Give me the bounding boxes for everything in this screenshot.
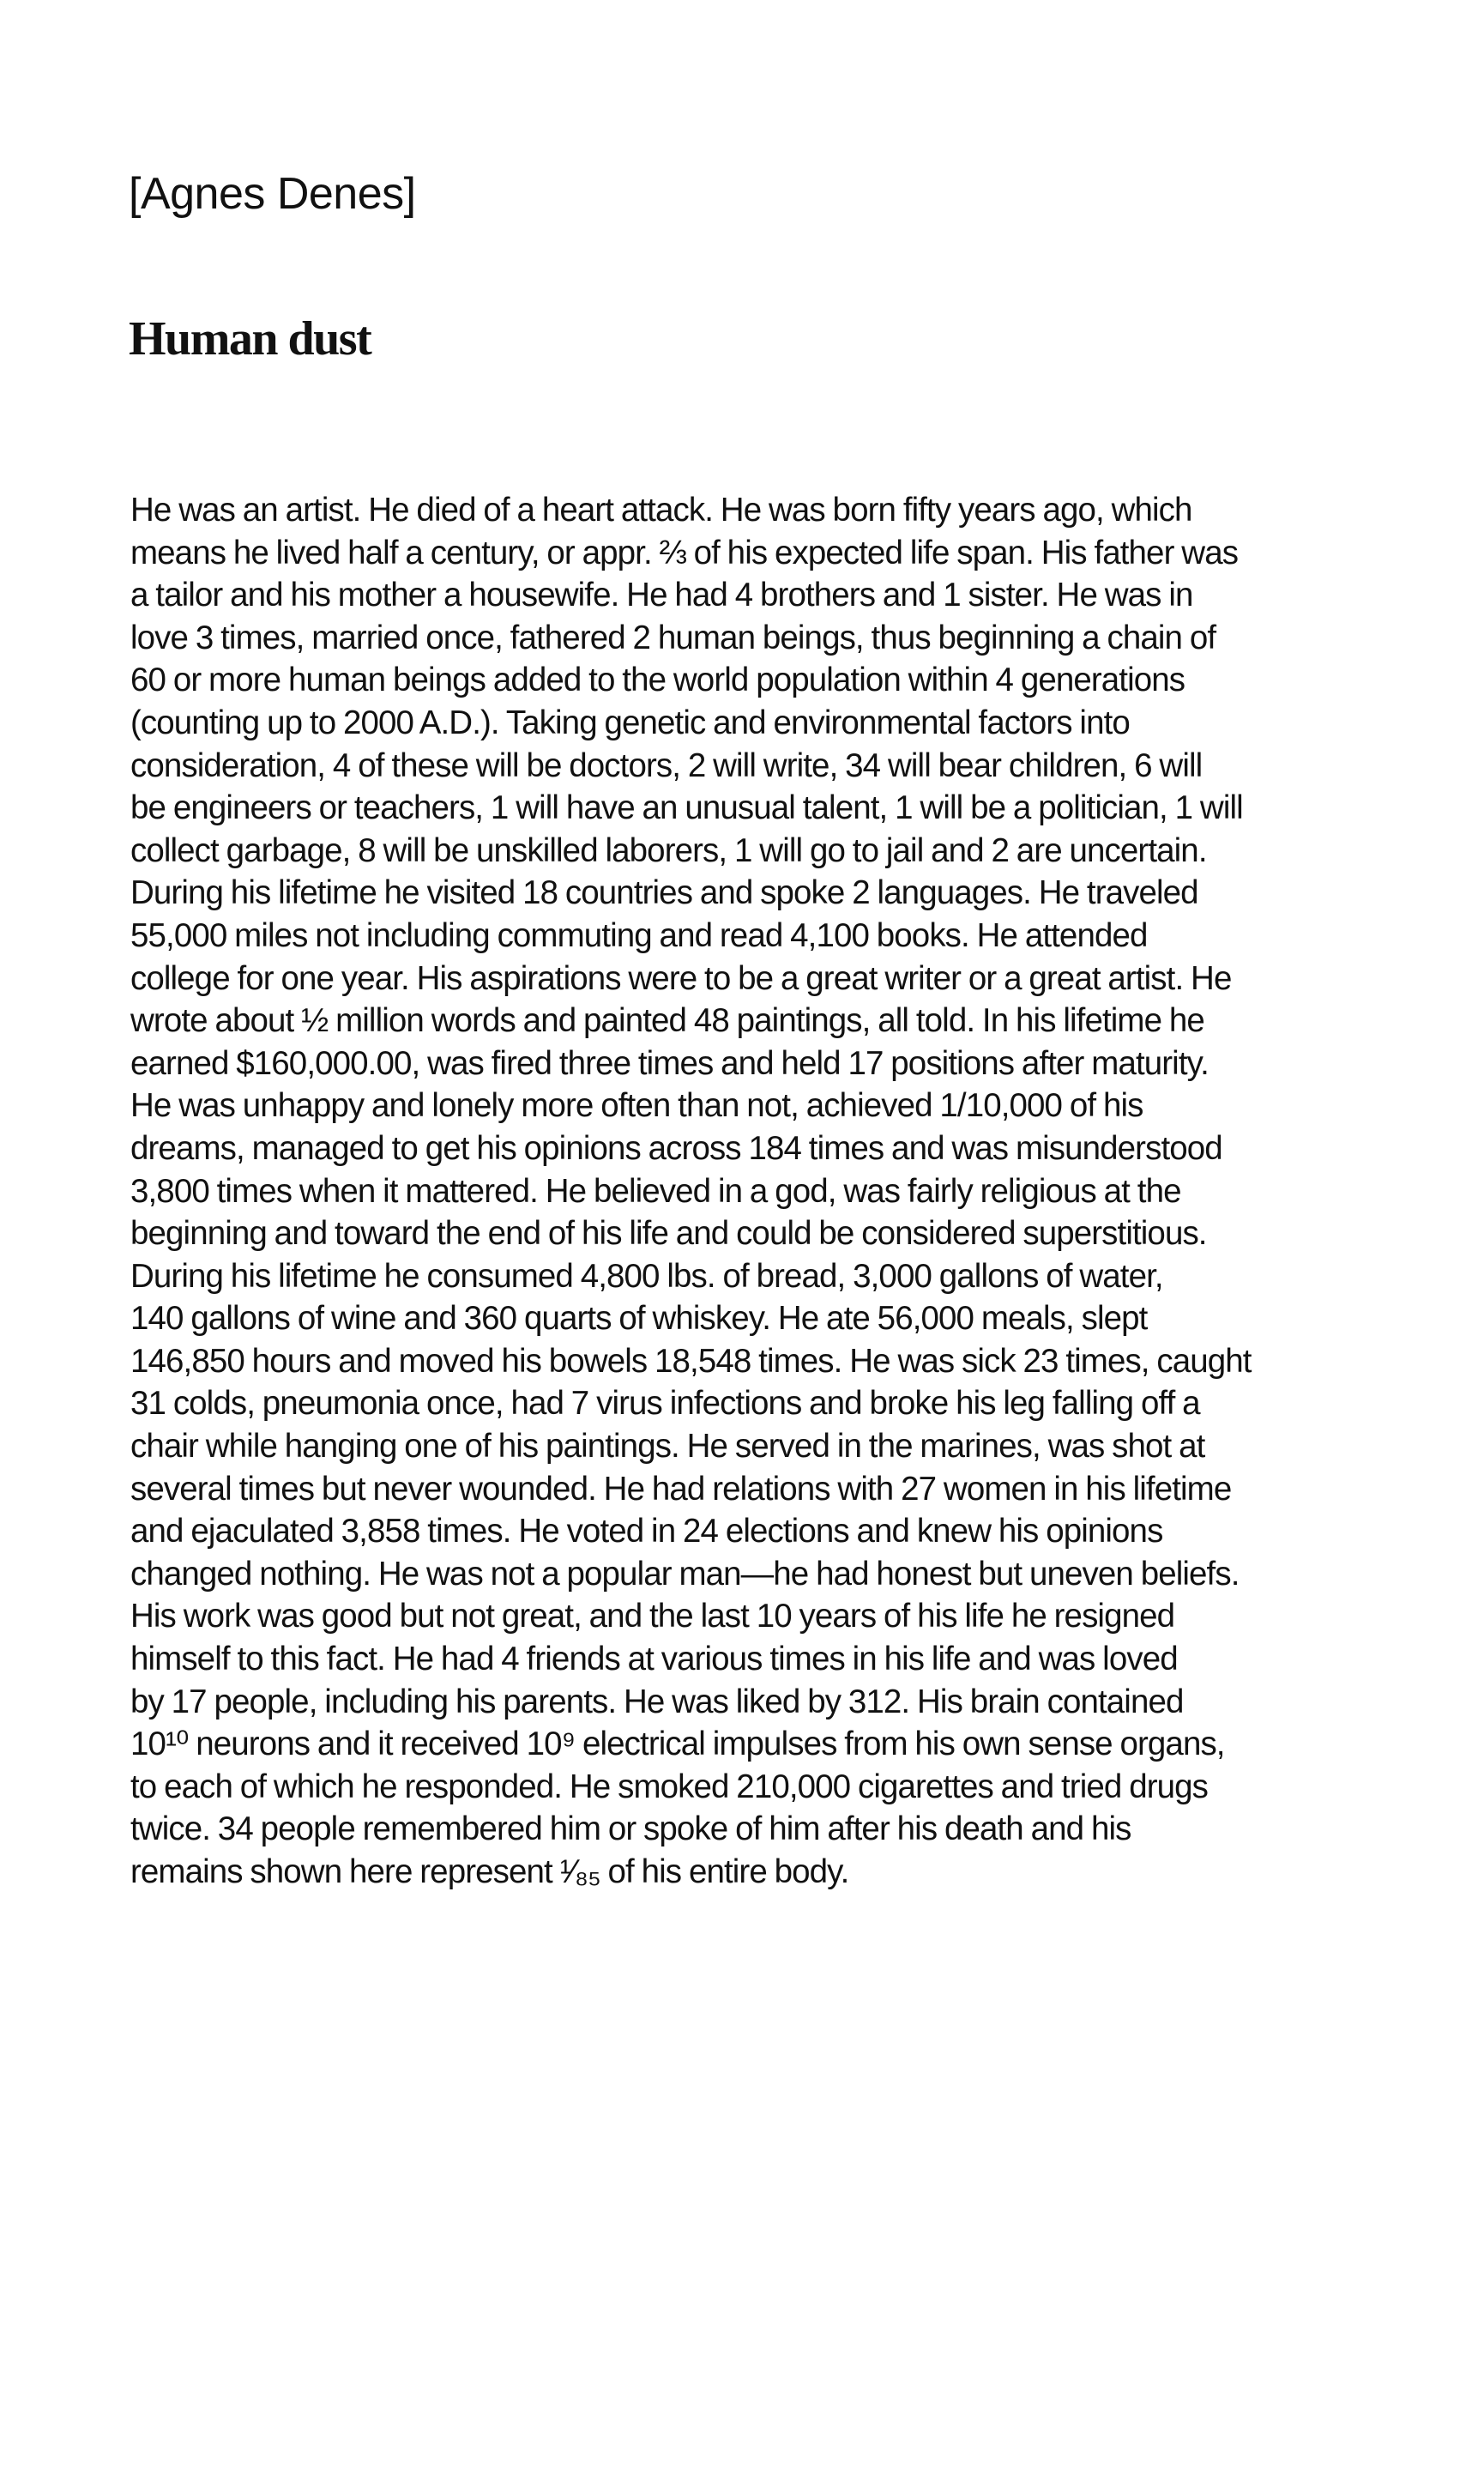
body-line: (counting up to 2000 A.D.). Taking genetic and environmental factors into [130,704,1130,741]
body-line: His work was good but not great, and the last 10 years of his life he resigned [130,1598,1175,1635]
body-line: be engineers or teachers, 1 will have an unusual talent, 1 will be a politician, 1 will [130,789,1243,827]
body-line: He was an artist. He died of a heart attack. He was born fifty years ago, which [130,492,1192,529]
body-line: 55,000 miles not including commuting and read 4,100 books. He attended [130,916,1148,954]
body-line: love 3 times, married once, fathered 2 human beings, thus beginning a chain of [130,619,1216,656]
body-line: During his lifetime he consumed 4,800 lbs. of bread, 3,000 gallons of water, [130,1257,1163,1295]
body-line: college for one year. His aspirations were to be a great writer or a great artist. He [130,959,1232,997]
body-line: He was unhappy and lonely more often than not, achieved 1/10,000 of his [130,1087,1143,1125]
body-line: earned $160,000.00, was fired three times and held 17 positions after maturity. [130,1044,1209,1082]
body-line: remains shown here represent ¹⁄₈₅ of his entire body. [130,1853,849,1890]
body-line: chair while hanging one of his paintings. He served in the marines, was shot at [130,1428,1205,1466]
body-line: 140 gallons of wine and 360 quarts of whiskey. He ate 56,000 meals, slept [130,1300,1148,1338]
essay-body [130,489,1383,1894]
body-line: changed nothing. He was not a popular man—he had honest but uneven beliefs. [130,1555,1240,1593]
body-line: beginning and toward the end of his life and could be considered superstitious. [130,1215,1207,1253]
body-line: consideration, 4 of these will be doctors, 2 will write, 34 will bear children, 6 will [130,746,1203,784]
body-line: collect garbage, 8 will be unskilled laborers, 1 will go to jail and 2 are uncertain. [130,831,1207,869]
body-line: several times but never wounded. He had relations with 27 women in his lifetime [130,1470,1232,1508]
body-line: 3,800 times when it mattered. He believed in a god, was fairly religious at the [130,1172,1181,1210]
body-line: 10¹⁰ neurons and it received 10⁹ electrical impulses from his own sense organs, [130,1726,1225,1763]
body-line: a tailor and his mother a housewife. He had 4 brothers and 1 sister. He was in [130,577,1193,614]
body-line: 60 or more human beings added to the world population within 4 generations [130,662,1185,699]
body-line: dreams, managed to get his opinions across 184 times and was misunderstood [130,1129,1222,1167]
body-line: means he lived half a century, or appr. ⅔ of his expected life span. His father was [130,534,1239,571]
body-line: wrote about ½ million words and painted 48 paintings, all told. In his lifetime he [130,1002,1204,1040]
essay-title: Human dust [129,312,371,366]
body-line: and ejaculated 3,858 times. He voted in 24 elections and knew his opinions [130,1513,1163,1550]
body-line: 31 colds, pneumonia once, had 7 virus infections and broke his leg falling off a [130,1385,1200,1423]
body-line: to each of which he responded. He smoked 210,000 cigarettes and tried drugs [130,1768,1209,1805]
author-name: [Agnes Denes] [129,169,416,219]
body-line: twice. 34 people remembered him or spoke of him after his death and his [130,1810,1131,1848]
body-line: himself to this fact. He had 4 friends at various times in his life and was loved [130,1641,1178,1678]
body-line: by 17 people, including his parents. He was liked by 312. His brain contained [130,1683,1184,1720]
body-line: 146,850 hours and moved his bowels 18,548 times. He was sick 23 times, caught [130,1342,1252,1380]
body-line: During his lifetime he visited 18 countries and spoke 2 languages. He traveled [130,874,1198,912]
